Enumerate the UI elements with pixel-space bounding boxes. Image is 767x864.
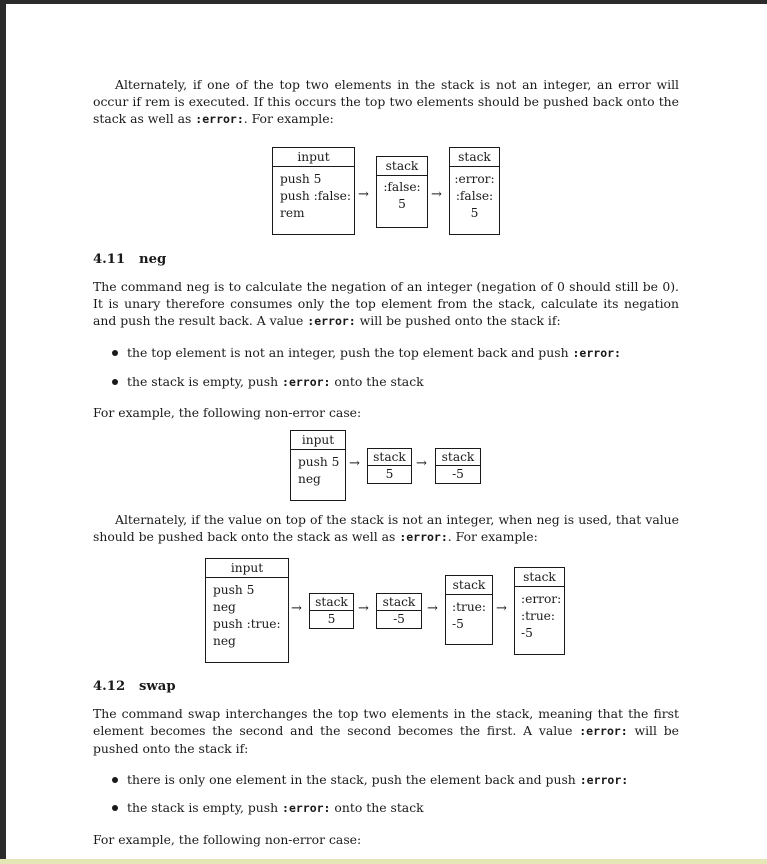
arrow-icon: → — [431, 187, 442, 202]
stack-item: :error: — [521, 592, 562, 606]
paragraph-text: will be pushed onto the stack if: — [355, 313, 561, 328]
input-item: rem — [280, 206, 305, 220]
input-item: neg — [213, 600, 236, 614]
input-header: input — [206, 559, 288, 578]
arrow-icon: → — [358, 187, 369, 202]
code-error: :error: — [195, 112, 244, 126]
code-error: :error: — [579, 773, 629, 787]
paragraph-text: Alternately, if the value on top of the stack is not an integer, when neg is used, that value should be pushed back onto the stack as well as — [93, 512, 679, 544]
input-item: neg — [213, 634, 236, 648]
input-item: push :true: — [213, 617, 281, 631]
diagram3-stack-box-1 — [309, 593, 354, 629]
diagram3-stack-box-4 — [514, 567, 565, 655]
code-error: :error: — [307, 314, 356, 328]
bullet-icon — [112, 777, 118, 783]
bullet-text: there is only one element in the stack, push the element back and push — [127, 772, 580, 787]
paragraph-swap-description — [93, 705, 679, 757]
diagram2-stack-box-1 — [367, 448, 412, 484]
arrow-icon: → — [496, 601, 507, 616]
example-label: For example, the following non-error case: — [93, 405, 362, 420]
input-header: input — [291, 431, 345, 450]
diagram2-input-box — [290, 430, 346, 501]
bullet-icon — [112, 350, 118, 356]
code-error: :error: — [572, 346, 621, 360]
diagram1-input-box — [272, 147, 355, 235]
stack-header: stack — [450, 148, 499, 167]
stack-item: -5 — [521, 626, 533, 640]
diagram3-input-box — [205, 558, 289, 663]
stack-item: 5 — [470, 206, 479, 220]
stack-header: stack — [368, 449, 411, 466]
section-title: neg — [139, 252, 167, 267]
input-item: neg — [298, 472, 321, 486]
paragraph-neg-description — [93, 278, 679, 330]
section-title: swap — [139, 679, 176, 694]
stack-item: -5 — [452, 617, 464, 631]
input-item: push :false: — [280, 189, 351, 203]
code-error: :error: — [399, 530, 448, 544]
bullet-text: the stack is empty, push — [127, 800, 283, 815]
stack-header: stack — [436, 449, 480, 466]
stack-header: stack — [446, 576, 492, 595]
code-error: :error: — [282, 375, 331, 389]
section-heading-swap — [93, 679, 176, 694]
code-error: :error: — [282, 801, 331, 815]
paragraph-neg-error — [93, 511, 679, 546]
stack-item: -5 — [393, 612, 405, 626]
arrow-icon: → — [427, 601, 438, 616]
stack-header: stack — [310, 594, 353, 611]
diagram1-stack-box-1 — [376, 156, 428, 228]
diagram2-stack-box-2 — [435, 448, 481, 484]
example-label: For example, the following non-error case: — [93, 832, 362, 847]
paragraph-text: Alternately, if one of the top two elements in the stack is not an integer, an error will occur if rem is executed. If this occurs the top two elements should be pushed back onto the stack as well as — [93, 77, 679, 126]
stack-item: :error: — [454, 172, 495, 186]
stack-item: -5 — [452, 467, 464, 481]
stack-item: :true: — [521, 609, 555, 623]
bullet-text: the stack is empty, push — [127, 374, 283, 389]
arrow-icon: → — [349, 456, 360, 471]
bullet-icon — [112, 379, 118, 385]
stack-header: stack — [377, 594, 421, 611]
stack-item: 5 — [398, 197, 406, 211]
paragraph-rem-error — [93, 76, 679, 128]
input-header: input — [273, 148, 354, 167]
bullet-icon — [112, 805, 118, 811]
stack-item: :true: — [452, 600, 486, 614]
bullet-text: onto the stack — [330, 374, 424, 389]
diagram3-stack-box-3 — [445, 575, 493, 645]
bullet-text: the top element is not an integer, push the top element back and push — [127, 345, 573, 360]
paragraph-text: . For example: — [447, 529, 538, 544]
diagram3-stack-box-2 — [376, 593, 422, 629]
paragraph-text: The command neg is to calculate the negation of an integer (negation of 0 should still be 0). It is unary therefore consumes only the top element from the stack, calculate its negation and push the result back. A value — [93, 279, 679, 328]
bullet-text: onto the stack — [330, 800, 424, 815]
stack-header: stack — [515, 568, 564, 587]
stack-item: 5 — [327, 612, 336, 626]
input-item: push 5 — [213, 583, 255, 597]
stack-item: :false: — [383, 180, 421, 194]
code-error: :error: — [579, 724, 628, 738]
stack-item: 5 — [385, 467, 394, 481]
stack-item: :false: — [455, 189, 494, 203]
paragraph-text: will be pushed onto the stack if: — [93, 723, 679, 756]
diagram1-stack-box-2 — [449, 147, 500, 235]
stack-header: stack — [377, 157, 427, 176]
arrow-icon: → — [291, 601, 302, 616]
section-number: 4.12 — [93, 679, 126, 694]
arrow-icon: → — [416, 456, 427, 471]
section-heading-neg — [93, 252, 166, 267]
input-item: push 5 — [280, 172, 322, 186]
section-number: 4.11 — [93, 252, 126, 267]
arrow-icon: → — [358, 601, 369, 616]
paragraph-text: . For example: — [243, 111, 334, 126]
paragraph-text: The command swap interchanges the top two elements in the stack, meaning that the first element becomes the second and the second becomes the first. A value — [93, 706, 679, 738]
input-item: push 5 — [298, 455, 340, 469]
